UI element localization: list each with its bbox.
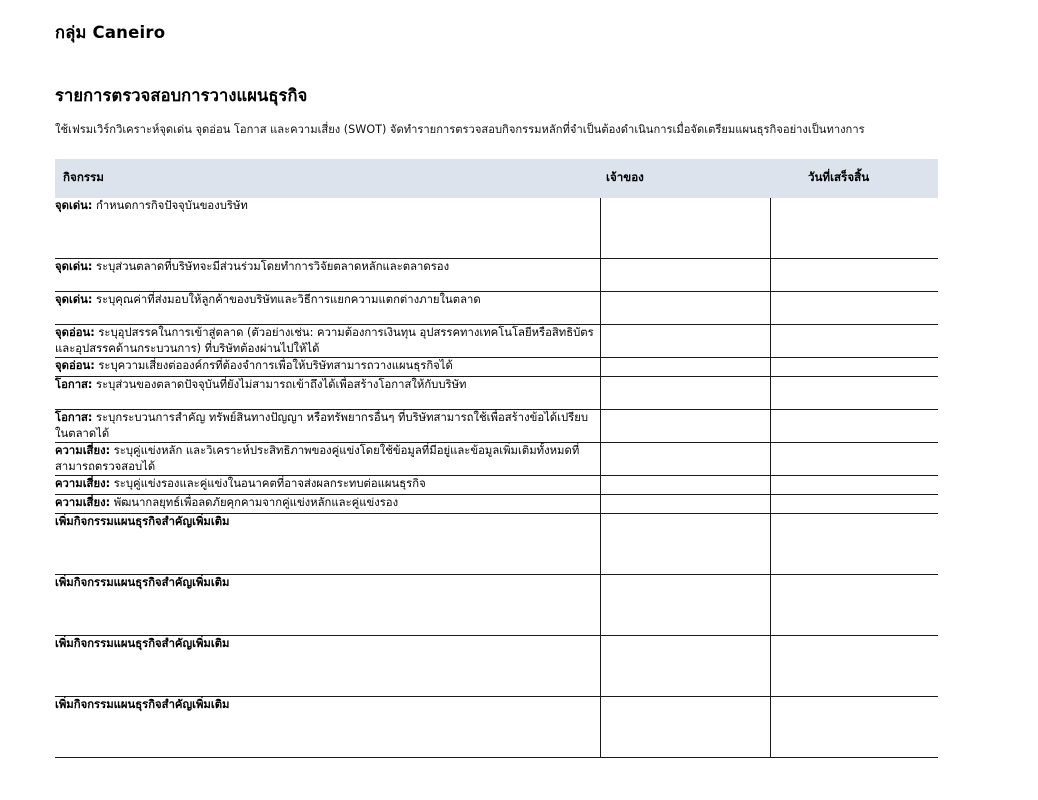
- activity-cell: [55, 292, 600, 325]
- company-name: กลุ่ม Caneiro: [55, 23, 166, 42]
- owner-cell[interactable]: [600, 514, 770, 575]
- owner-cell[interactable]: [600, 259, 770, 292]
- activity-cell: [55, 443, 600, 476]
- activity-cell: [55, 697, 600, 758]
- table-row: [55, 198, 938, 259]
- table-row: [55, 495, 938, 514]
- activity-description: ระบุอุปสรรคในการเข้าสู่ตลาด (ตัวอย่างเช่น: ความต้องการเงินทุน อุปสรรคทางเทคโนโลยีหรือสิทธิบัตร และอุปสรรคด้านกระบวนการ) ที่บริษัทต้องผ่านไปให้ได้: [55, 326, 594, 356]
- swot-category-label: จุดเด่น:: [55, 293, 93, 307]
- owner-cell[interactable]: [600, 198, 770, 259]
- activity-cell: [55, 259, 600, 292]
- activity-cell: [55, 377, 600, 410]
- page-title: รายการตรวจสอบการวางแผนธุรกิจ: [55, 86, 308, 106]
- activity-cell: [55, 198, 600, 259]
- owner-cell[interactable]: [600, 476, 770, 495]
- completion-date-cell[interactable]: [770, 636, 938, 697]
- completion-date-cell[interactable]: [770, 198, 938, 259]
- table-row: [55, 575, 938, 636]
- add-activity-placeholder: เพิ่มกิจกรรมแผนธุรกิจสำคัญเพิ่มเติม: [55, 576, 230, 590]
- activity-cell: [55, 410, 600, 443]
- table-row: [55, 410, 938, 443]
- owner-cell[interactable]: [600, 377, 770, 410]
- activity-description: ระบุความเสี่ยงต่อองค์กรที่ต้องจำการเพื่อให้บริษัทสามารถวางแผนธุรกิจได้: [94, 359, 453, 373]
- activity-cell: [55, 514, 600, 575]
- table-row: [55, 443, 938, 476]
- activity-description: ระบุคู่แข่งรองและคู่แข่งในอนาคตที่อาจส่งผลกระทบต่อแผนธุรกิจ: [110, 477, 426, 491]
- column-header-completion-date: วันที่เสร็จสิ้น: [770, 159, 938, 198]
- activity-description: ระบุคู่แข่งหลัก และวิเคราะห์ประสิทธิภาพของคู่แข่งโดยใช้ข้อมูลที่มีอยู่และข้อมูลเพิ่มเติมทั้งหมดที่สามารถตรวจสอบได้: [55, 444, 580, 474]
- table-header: [55, 159, 938, 198]
- activity-cell: [55, 325, 600, 358]
- swot-category-label: ความเสี่ยง:: [55, 496, 111, 510]
- swot-category-label: จุดอ่อน:: [55, 326, 95, 340]
- add-activity-placeholder: เพิ่มกิจกรรมแผนธุรกิจสำคัญเพิ่มเติม: [55, 698, 230, 712]
- completion-date-cell[interactable]: [770, 697, 938, 758]
- swot-category-label: จุดเด่น:: [55, 260, 93, 274]
- activity-description: ระบุคุณค่าที่ส่งมอบให้ลูกค้าของบริษัทและวิธีการแยกความแตกต่างภายในตลาด: [92, 293, 481, 307]
- activity-description: ระบุกระบวนการสำคัญ ทรัพย์สินทางปัญญา หรือทรัพยากรอื่นๆ ที่บริษัทสามารถใช้เพื่อสร้างข้อได้เปรียบในตลาดได้: [55, 411, 589, 441]
- intro-paragraph: ใช้เฟรมเวิร์กวิเคราะห์จุดเด่น จุดอ่อน โอกาส และความเสี่ยง (SWOT) จัดทำรายการตรวจสอบกิจกรรมหลักที่จำเป็นต้องดำเนินการเมื่อจัดเตรียมแผนธุรกิจอย่างเป็นทางการ: [55, 122, 865, 136]
- completion-date-cell[interactable]: [770, 575, 938, 636]
- activity-cell: [55, 636, 600, 697]
- completion-date-cell[interactable]: [770, 377, 938, 410]
- table-row: [55, 514, 938, 575]
- table-row: [55, 697, 938, 758]
- add-activity-placeholder: เพิ่มกิจกรรมแผนธุรกิจสำคัญเพิ่มเติม: [55, 515, 230, 529]
- column-header-activity: กิจกรรม: [55, 159, 600, 198]
- activity-description: ระบุส่วนของตลาดปัจจุบันที่ยังไม่สามารถเข้าถึงได้เพื่อสร้างโอกาสให้กับบริษัท: [92, 378, 467, 392]
- owner-cell[interactable]: [600, 636, 770, 697]
- activity-description: กำหนดการกิจปัจจุบันของบริษัท: [92, 199, 248, 213]
- column-header-owner: เจ้าของ: [600, 159, 770, 198]
- owner-cell[interactable]: [600, 495, 770, 514]
- activity-description: ระบุส่วนตลาดที่บริษัทจะมีส่วนร่วมโดยทำการวิจัยตลาดหลักและตลาดรอง: [92, 260, 450, 274]
- add-activity-placeholder: เพิ่มกิจกรรมแผนธุรกิจสำคัญเพิ่มเติม: [55, 637, 230, 651]
- activity-cell: [55, 575, 600, 636]
- owner-cell[interactable]: [600, 443, 770, 476]
- completion-date-cell[interactable]: [770, 514, 938, 575]
- activity-cell: [55, 495, 600, 514]
- owner-cell[interactable]: [600, 410, 770, 443]
- table-row: [55, 292, 938, 325]
- table-row: [55, 358, 938, 377]
- completion-date-cell[interactable]: [770, 259, 938, 292]
- completion-date-cell[interactable]: [770, 325, 938, 358]
- swot-category-label: จุดเด่น:: [55, 199, 93, 213]
- swot-category-label: ความเสี่ยง:: [55, 477, 111, 491]
- owner-cell[interactable]: [600, 575, 770, 636]
- swot-category-label: จุดอ่อน:: [55, 359, 95, 373]
- activity-cell: [55, 358, 600, 377]
- checklist-table: [55, 159, 938, 758]
- swot-category-label: โอกาส:: [55, 411, 93, 425]
- completion-date-cell[interactable]: [770, 443, 938, 476]
- completion-date-cell[interactable]: [770, 495, 938, 514]
- swot-category-label: โอกาส:: [55, 378, 93, 392]
- table-row: [55, 259, 938, 292]
- table-row: [55, 325, 938, 358]
- activity-description: พัฒนากลยุทธ์เพื่อลดภัยคุกคามจากคู่แข่งหลักและคู่แข่งรอง: [110, 496, 399, 510]
- activity-cell: [55, 476, 600, 495]
- owner-cell[interactable]: [600, 325, 770, 358]
- completion-date-cell[interactable]: [770, 410, 938, 443]
- owner-cell[interactable]: [600, 358, 770, 377]
- table-body: [55, 198, 938, 758]
- owner-cell[interactable]: [600, 292, 770, 325]
- table-row: [55, 377, 938, 410]
- completion-date-cell[interactable]: [770, 358, 938, 377]
- table-row: [55, 476, 938, 495]
- owner-cell[interactable]: [600, 697, 770, 758]
- completion-date-cell[interactable]: [770, 476, 938, 495]
- swot-category-label: ความเสี่ยง:: [55, 444, 111, 458]
- table-header-row: [55, 159, 938, 198]
- completion-date-cell[interactable]: [770, 292, 938, 325]
- table-row: [55, 636, 938, 697]
